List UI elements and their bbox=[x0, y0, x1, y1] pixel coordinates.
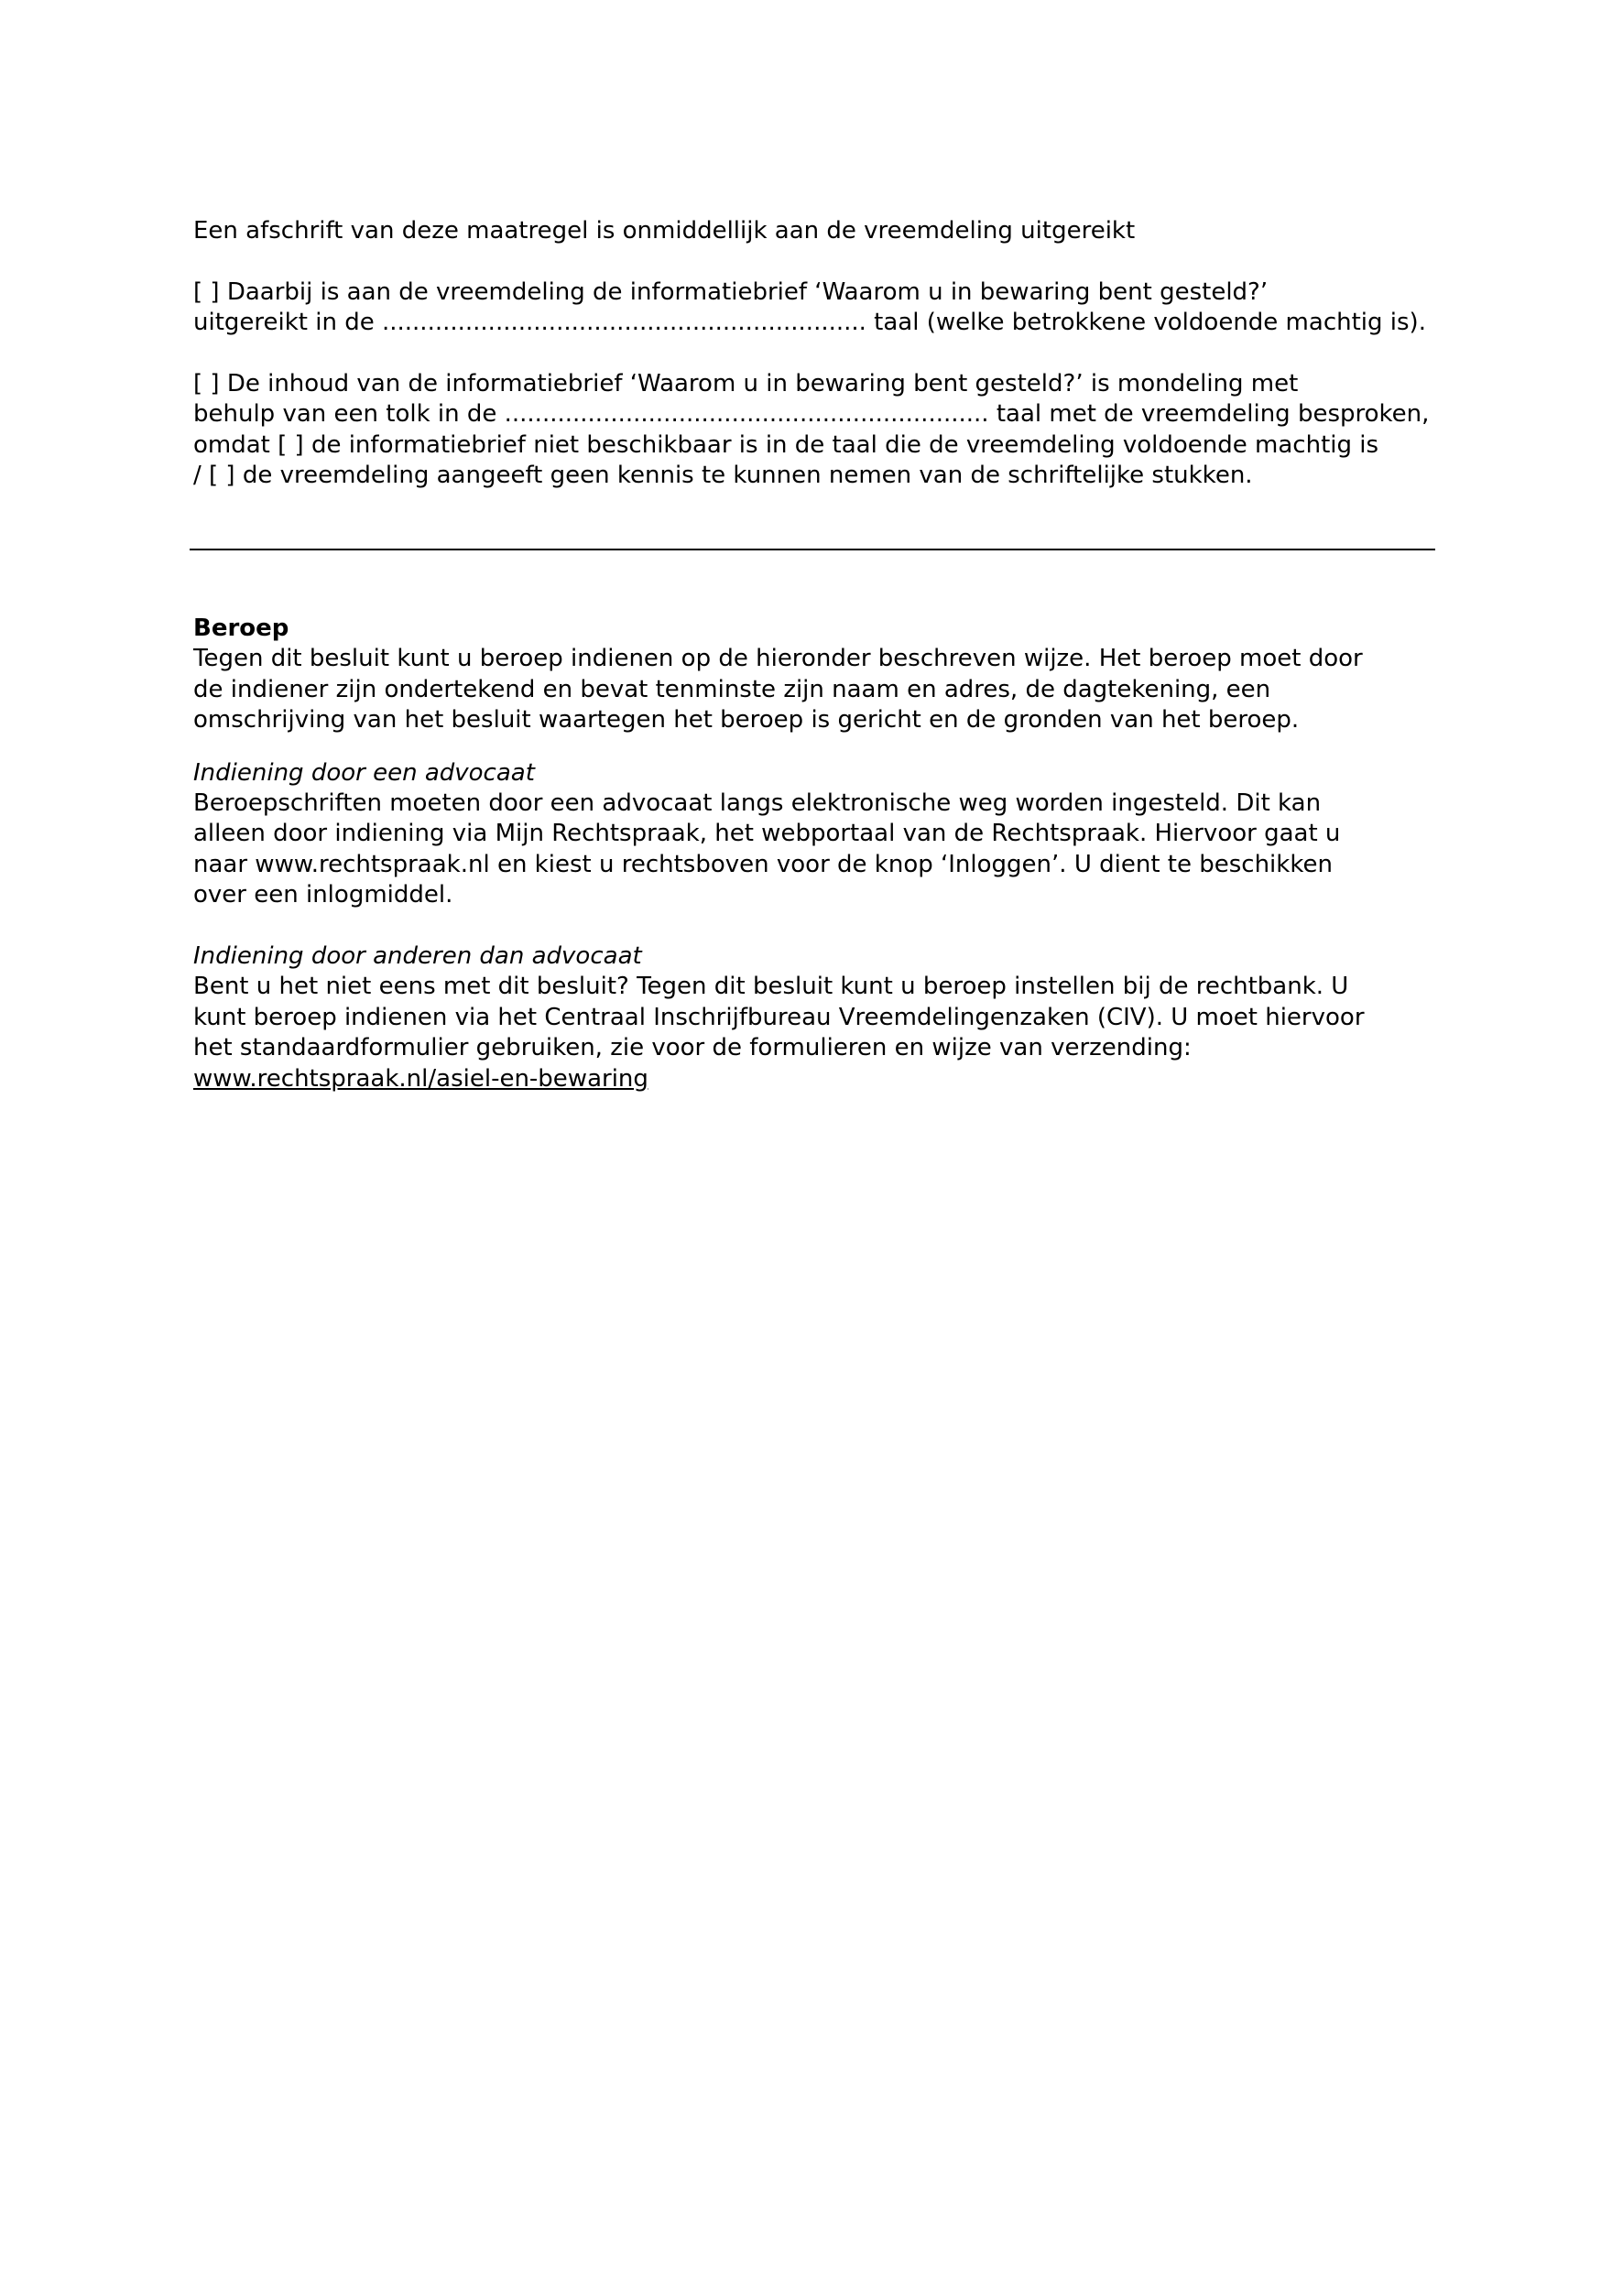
beroep-paragraph-line-3: omschrijving van het besluit waartegen het beroep is gericht en de gronden van het beroep. bbox=[193, 706, 1300, 735]
paragraph-daarbij-line-1: [ ] Daarbij is aan de vreemdeling de informatiebrief ‘Waarom u in bewaring bent gesteld?’ bbox=[193, 277, 1269, 306]
paragraph-inhoud-line-3: omdat [ ] de informatiebrief niet beschikbaar is in de taal die de vreemdeling voldoende machtig is bbox=[193, 430, 1379, 459]
paragraph-inhoud-line-2: behulp van een tolk in de ................................................................ taal met de vreemdeling besproken, bbox=[193, 400, 1430, 429]
beroep-paragraph-line-1: Tegen dit besluit kunt u beroep indienen op de hieronder beschreven wijze. Het beroep moet door bbox=[193, 645, 1363, 673]
spacer bbox=[193, 246, 1439, 277]
paragraph-inhoud-line-4: / [ ] de vreemdeling aangeeft geen kennis te kunnen nemen van de schriftelijke stukken. bbox=[193, 462, 1253, 490]
paragraph-daarbij-line-2: uitgereikt in de ................................................................ taal (welke betrokkene voldoende machtig is). bbox=[193, 309, 1426, 337]
document-content bbox=[193, 216, 1439, 1094]
beroep-paragraph-line-2: de indiener zijn ondertekend en bevat tenminste zijn naam en adres, de dagtekening, een bbox=[193, 675, 1271, 703]
rechtspraak-link-line bbox=[193, 1064, 1439, 1094]
anderen-paragraph-line-2: kunt beroep indienen via het Centraal Inschrijfbureau Vreemdelingenzaken (CIV). U moet hiervoor bbox=[193, 1003, 1365, 1031]
spacer bbox=[193, 552, 1439, 582]
spacer bbox=[193, 736, 1439, 758]
paragraph-afschrift-line: Een afschrift van deze maatregel is onmiddellijk aan de vreemdeling uitgereikt bbox=[193, 217, 1136, 245]
spacer bbox=[193, 339, 1439, 369]
spacer bbox=[193, 911, 1439, 941]
anderen-paragraph-line-3: het standaardformulier gebruiken, zie voor de formulieren en wijze van verzending: bbox=[193, 1034, 1192, 1062]
advocaat-paragraph-line-4: over een inlogmiddel. bbox=[193, 881, 453, 909]
horizontal-divider bbox=[190, 549, 1435, 550]
advocaat-paragraph-line-3: naar www.rechtspraak.nl en kiest u rechtsboven voor de knop ‘Inloggen’. U dient te beschikken bbox=[193, 850, 1333, 878]
spacer bbox=[193, 583, 1439, 614]
rechtspraak-link[interactable]: www.rechtspraak.nl/asiel-en-bewaring bbox=[193, 1064, 648, 1093]
beroep-heading: Beroep bbox=[193, 615, 289, 643]
spacer bbox=[193, 492, 1439, 522]
anderen-heading: Indiening door anderen dan advocaat bbox=[193, 941, 642, 970]
advocaat-heading: Indiening door een advocaat bbox=[193, 758, 535, 787]
advocaat-paragraph-line-2: alleen door indiening via Mijn Rechtspraak, het webportaal van de Rechtspraak. Hiervoor gaat u bbox=[193, 820, 1341, 848]
advocaat-paragraph-line-1: Beroepschriften moeten door een advocaat langs elektronische weg worden ingesteld. Dit kan bbox=[193, 789, 1322, 818]
paragraph-inhoud-line-1: [ ] De inhoud van de informatiebrief ‘Waarom u in bewaring bent gesteld?’ is mondeling met bbox=[193, 369, 1299, 397]
divider-paragraph bbox=[193, 522, 1439, 552]
anderen-paragraph-line-1: Bent u het niet eens met dit besluit? Tegen dit besluit kunt u beroep instellen bij de rechtbank. U bbox=[193, 973, 1349, 1001]
